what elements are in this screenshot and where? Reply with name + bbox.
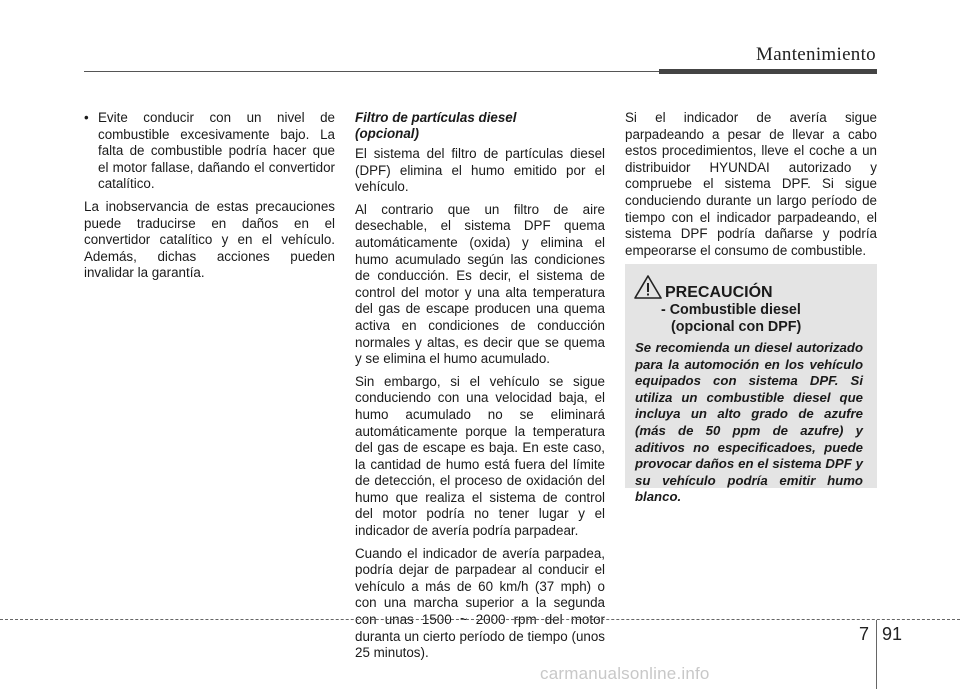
section-title: Mantenimiento — [756, 44, 876, 65]
paragraph: La inobservancia de estas precauciones puede traducirse en daños en el convertidor catalítico y en el vehículo. Además, dichas acciones pueden invalidar la garantía. — [84, 198, 335, 281]
chapter-number: 7 — [859, 624, 870, 644]
bullet-text: Evite conducir con un nivel de combustible excesivamente bajo. La falta de combustible podría hacer que el motor fallase, dañando el convertidor catalítico. — [98, 110, 335, 192]
footer-divider — [876, 620, 877, 689]
column-2 — [355, 110, 605, 668]
warning-triangle-icon — [633, 274, 663, 300]
paragraph: Si el indicador de avería sigue parpadeando a pesar de llevar a cabo estos procedimientos, lleve el coche a un distribuidor HYUNDAI autorizado y compruebe el sistema DPF. Si sigue conduciendo durante un largo período de tiempo con el indicador parpadeando, el sistema DPF podría dañarse y podría empeorarse el consumo de combustible. — [625, 110, 877, 258]
caution-text: Se recomienda un diesel autorizado para la automoción en los vehículo equipados con sistema DPF. Si utiliza un combustible diesel que incluya un alto grado de azufre (más de 50 ppm de azufre) y aditivos no especificadoes, puede provocar daños en el sistema DPF y su vehículo podría emitir humo blanco. — [635, 340, 863, 505]
caution-title: PRECAUCIÓN — [665, 284, 773, 301]
caution-subtitle-line-1: - Combustible diesel — [661, 302, 801, 318]
header-rule — [84, 71, 659, 72]
paragraph: Sin embargo, si el vehículo se sigue conduciendo con una velocidad baja, el humo acumulado no se eliminará automáticamente porque la temperatura del gas de escape es baja. En este caso, la cantidad de humo está fuera del límite de detección, el proceso de oxidación del humo que realiza el sistema de control del motor podría no tener lugar y el indicador de avería podría parpadear. — [355, 373, 605, 539]
heading-line-1: Filtro de partículas diesel — [355, 110, 517, 125]
paragraph: Al contrario que un filtro de aire desechable, el sistema DPF quema automáticamente (oxida) y elimina el humo acumulado según las condiciones de conducción. Es decir, el sistema de control del motor y una alta temperatura del gas de escape producen una quema activa en condiciones de conducción normales y altas, es decir que se quema y se elimina el humo acumulado. — [355, 201, 605, 367]
watermark: carmanualsonline.info — [540, 664, 710, 683]
section-heading — [355, 110, 605, 141]
bullet-dot-icon: • — [84, 110, 89, 125]
caution-box — [625, 264, 877, 505]
header-rule-accent — [659, 69, 877, 74]
paragraph: Cuando el indicador de avería parpadea, podría dejar de parpadear al conducir el vehículo a más de 60 km/h (37 mph) o con una marcha superior a la segunda con unas 1500 ~ 2000 rpm del motor duranta un cierto período de tiempo (unos 25 minutos). — [355, 545, 605, 661]
bullet-item — [84, 110, 335, 193]
caution-header — [633, 274, 867, 302]
paragraph: El sistema del filtro de partículas diesel (DPF) elimina el humo emitido por el vehículo. — [355, 146, 605, 195]
page-number: 91 — [882, 624, 903, 644]
column-3 — [625, 110, 877, 265]
heading-line-2: (opcional) — [355, 125, 419, 141]
column-1 — [84, 110, 335, 288]
caution-subtitle — [633, 302, 867, 336]
caution-subtitle-line-2: (opcional con DPF) — [671, 319, 802, 335]
footer-rule — [0, 619, 960, 620]
